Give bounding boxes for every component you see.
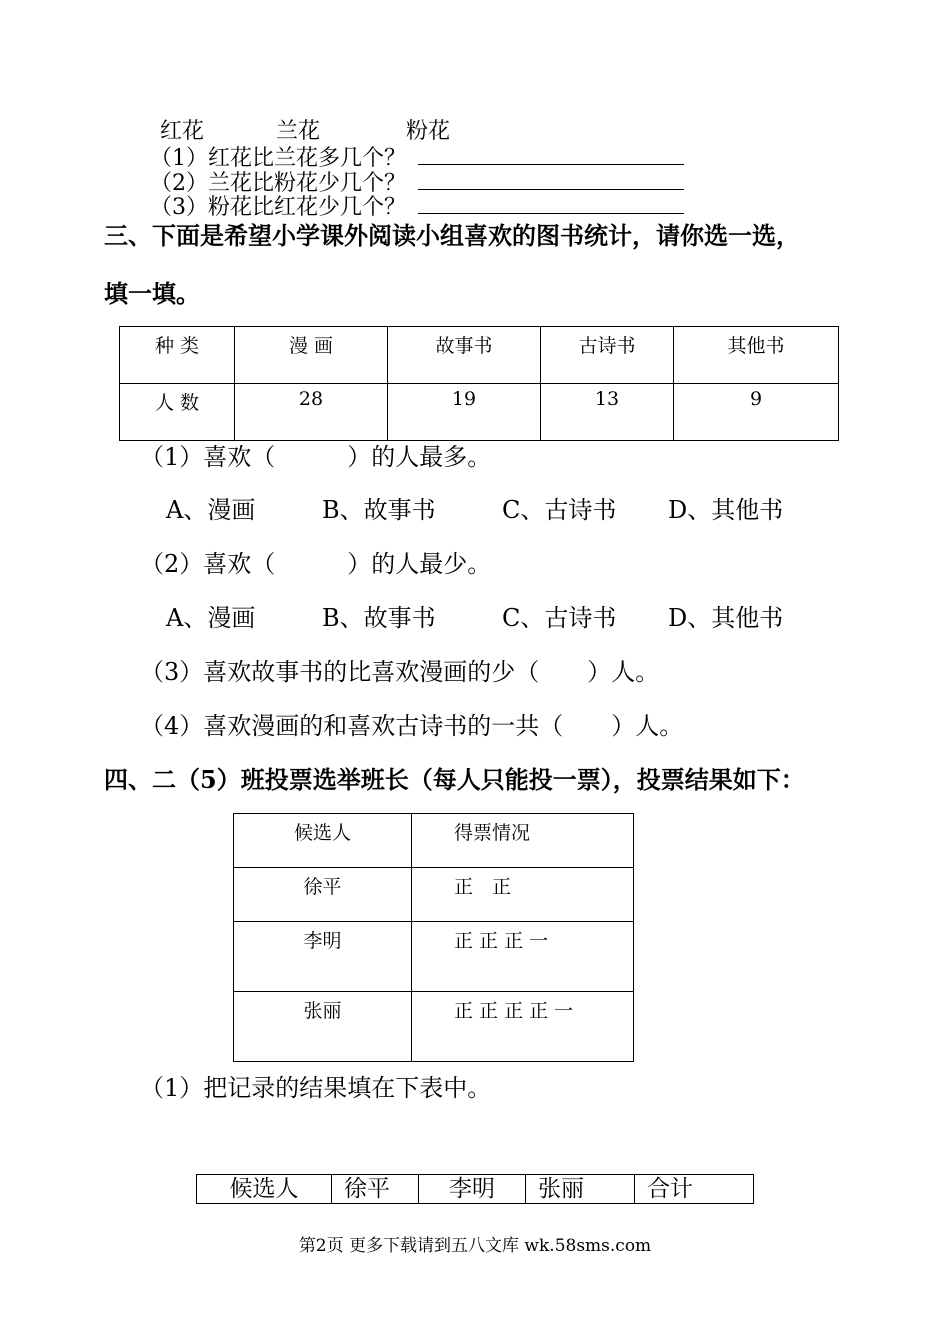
section3-question-1: （1）喜欢（ ）的人最多。 [140, 443, 492, 471]
q2-option-d[interactable]: D、其他书 [668, 604, 784, 632]
q2-option-c[interactable]: C、古诗书 [502, 604, 617, 632]
table-row [197, 1175, 754, 1204]
section4-title: 四、二（5）班投票选举班长（每人只能投一票），投票结果如下： [104, 765, 805, 794]
flower-label-red: 红花 [160, 119, 205, 144]
table-cell: 李明 [234, 922, 412, 992]
table-row [234, 992, 634, 1062]
table-cell: 张丽 [526, 1175, 635, 1204]
table-cell: 人 数 [120, 384, 235, 441]
flower-label-pink: 粉花 [406, 119, 451, 144]
q1-option-b[interactable]: B、故事书 [322, 496, 436, 524]
q2-option-b[interactable]: B、故事书 [322, 604, 436, 632]
vote-result-table [196, 1174, 754, 1204]
table-cell: 9 [674, 384, 839, 441]
q1-option-d[interactable]: D、其他书 [668, 496, 784, 524]
q1-option-a[interactable]: A、漫画 [166, 496, 256, 524]
table-cell: 19 [388, 384, 541, 441]
table-cell: 古诗书 [541, 327, 674, 384]
section3-question-3: （3）喜欢故事书的比喜欢漫画的少（ ）人。 [140, 658, 660, 686]
table-cell: 候选人 [234, 814, 412, 868]
answer-line[interactable] [418, 212, 684, 214]
answer-line[interactable] [418, 163, 684, 165]
q2-option-a[interactable]: A、漫画 [166, 604, 256, 632]
q1-option-c[interactable]: C、古诗书 [502, 496, 617, 524]
table-row [120, 384, 839, 441]
table-cell: 李明 [419, 1175, 526, 1204]
table-cell: 徐平 [332, 1175, 419, 1204]
section3-title-line1: 三、下面是希望小学课外阅读小组喜欢的图书统计，请你选一选， [104, 221, 800, 250]
table-cell: 徐平 [234, 868, 412, 922]
table-cell: 故事书 [388, 327, 541, 384]
table-cell: 得票情况 [412, 814, 634, 868]
section4-question-1: （1）把记录的结果填在下表中。 [140, 1074, 492, 1102]
table-cell: 正 正 [412, 868, 634, 922]
page-footer: 第2页 更多下载请到五八文库 wk.58sms.com [298, 1236, 652, 1256]
table-cell: 其他书 [674, 327, 839, 384]
table-cell: 种 类 [120, 327, 235, 384]
table-cell: 28 [235, 384, 388, 441]
table-cell: 合计 [635, 1175, 754, 1204]
flower-question-1: （1）红花比兰花多几个？ [150, 141, 684, 172]
table-cell: 正 正 正 一 [412, 922, 634, 992]
table-cell: 张丽 [234, 992, 412, 1062]
flower-question-2: （2）兰花比粉花少几个？ [150, 166, 684, 197]
table-row [120, 327, 839, 384]
book-stats-table [119, 326, 839, 441]
section3-title-line2: 填一填。 [104, 279, 200, 308]
flower-label-blue: 兰花 [276, 119, 321, 144]
table-row [234, 814, 634, 868]
table-row [234, 868, 634, 922]
table-cell: 漫 画 [235, 327, 388, 384]
table-cell: 候选人 [197, 1175, 332, 1204]
vote-tally-table [233, 813, 634, 1062]
section3-question-4: （4）喜欢漫画的和喜欢古诗书的一共（ ）人。 [140, 712, 684, 740]
table-row [234, 922, 634, 992]
section3-question-2: （2）喜欢（ ）的人最少。 [140, 550, 492, 578]
table-cell: 13 [541, 384, 674, 441]
flower-question-3: （3）粉花比红花少几个？ [150, 190, 684, 221]
table-cell: 正 正 正 正 一 [412, 992, 634, 1062]
